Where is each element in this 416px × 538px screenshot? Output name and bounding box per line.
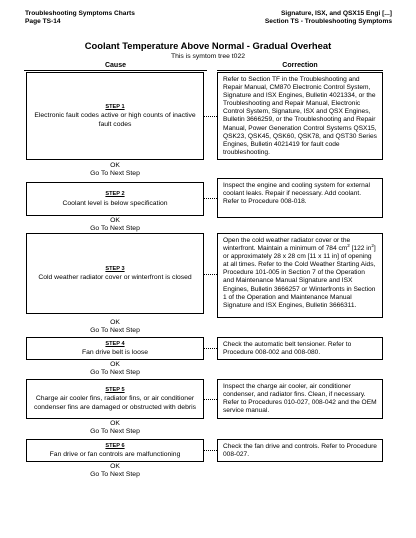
- manual-section-title: Troubleshooting Symptoms Charts: [25, 10, 135, 17]
- go-to-next-step: Go To Next Step: [90, 170, 140, 178]
- step-2-correction-text: Inspect the engine and cooling system for external coolant leaks. Repair if necessary. Add coolant. Refer to Procedure 008-018.: [223, 182, 370, 206]
- step-3-correction-text-b: [122 in: [349, 245, 372, 253]
- step-1-cause-text: Electronic fault codes active or high counts of inactive fault codes: [34, 112, 196, 128]
- step-3-label: STEP 3: [105, 265, 125, 272]
- step-6-correction-text: Check the fan drive and controls. Refer to Procedure 008-027.: [223, 443, 377, 459]
- ok-label: OK: [110, 463, 120, 470]
- step-3-connector: [204, 274, 217, 275]
- step-3-correction-box: [217, 233, 383, 318]
- step-1-correction-text: Refer to Section TF in the Troubleshooting and Repair Manual, CM870 Electronic Control System, Signature and ISX Engines, Bulletin 4021334, or the Troubleshooting and Repair Manual, Electronic Control System, Signature, ISX and QSX Engines, Bulletin 3666259, or the Troubleshooting and Repair Manual, Power Generation Control Systems QSX15, QSK23, QSK45, QSK60, QSK78, and QST30 Series Engines, Bulletin 4021419 for fault code troubleshooting.: [223, 76, 377, 156]
- step-5-cause-text: Charge air cooler fins, radiator fins, or air conditioner condenser fins are damaged or obstructed with debris: [33, 395, 197, 411]
- superscript-2: 2: [371, 242, 374, 248]
- column-header-correction: Correction: [217, 62, 383, 71]
- manual-title: Signature, ISX, and QSX15 Engi [...]: [280, 10, 392, 17]
- step-5-ok-next: [26, 420, 204, 437]
- step-6-cause-box: [26, 439, 204, 462]
- ok-label: OK: [110, 420, 120, 427]
- step-2-cause-text: Coolant level is below specification: [62, 199, 168, 207]
- step-5-cause-box: [26, 379, 204, 419]
- step-6-ok-next: [26, 463, 204, 480]
- step-3-correction-text-c: ] or approximately 28 x 28 cm [11 x 11 in] of opening at all times. Refer to the Cold Weather Starting Aids, Procedure 101-005 in Section 7 of the Operation and Maintenance Manual Signature and ISX Engines, Bulletin 3666257 or Winterfronts in Section 1 of the Operation and Maintenance Manual Signature and ISX Engines, Bulletin 3666311.: [223, 245, 376, 309]
- step-4-correction-text: Check the automatic belt tensioner. Refer to Procedure 008-002 and 008-080.: [223, 341, 352, 357]
- column-header-cause: Cause: [24, 62, 207, 71]
- step-5-connector: [204, 399, 217, 400]
- ok-label: OK: [110, 319, 120, 326]
- step-3-ok-next: [26, 319, 204, 336]
- go-to-next-step: Go To Next Step: [90, 225, 140, 233]
- ok-label: OK: [110, 162, 120, 169]
- step-2-correction-box: [217, 178, 383, 218]
- step-6-cause-text: Fan drive or fan controls are malfunctioning: [49, 451, 181, 458]
- step-6-label: STEP 6: [105, 442, 125, 449]
- page-subtitle: This is symtom tree t022: [170, 53, 246, 60]
- step-5-correction-box: [217, 379, 383, 419]
- step-2-label: STEP 2: [105, 191, 125, 198]
- ok-label: OK: [110, 361, 120, 368]
- step-4-correction-box: [217, 337, 383, 360]
- step-1-ok-next: [26, 162, 204, 179]
- step-3-cause-text: Cold weather radiator cover or winterfront is closed: [38, 274, 192, 281]
- section-name: Section TS - Troubleshooting Symptoms: [264, 18, 392, 25]
- step-6-correction-box: [217, 439, 383, 462]
- ok-label: OK: [110, 217, 120, 224]
- page-title: Coolant Temperature Above Normal - Gradual Overheat: [84, 40, 332, 51]
- step-2-cause-box: [26, 182, 204, 216]
- step-1-cause-box: [26, 72, 204, 160]
- go-to-next-step: Go To Next Step: [90, 428, 140, 436]
- go-to-next-step: Go To Next Step: [90, 471, 140, 479]
- page-header-left: [25, 10, 135, 26]
- page-number: Page TS-14: [25, 18, 61, 25]
- go-to-next-step: Go To Next Step: [90, 327, 140, 335]
- step-4-label: STEP 4: [105, 340, 125, 347]
- superscript-2: 2: [347, 242, 350, 248]
- step-3-correction-text-a: Open the cold weather radiator cover or the winterfront. Maintain a minimum of 784 cm: [223, 237, 351, 253]
- step-6-connector: [204, 450, 217, 451]
- step-2-ok-next: [26, 217, 204, 234]
- step-4-ok-next: [26, 361, 204, 378]
- step-4-cause-text: Fan drive belt is loose: [81, 349, 149, 356]
- step-2-connector: [204, 198, 217, 199]
- step-1-correction-box: [217, 72, 383, 160]
- step-1-connector: [204, 116, 217, 117]
- step-5-label: STEP 5: [105, 387, 125, 394]
- page-header-right: [265, 10, 392, 26]
- step-4-connector: [204, 348, 217, 349]
- step-4-cause-box: [26, 337, 204, 360]
- step-3-cause-box: [26, 233, 204, 314]
- go-to-next-step: Go To Next Step: [90, 369, 140, 377]
- step-1-label: STEP 1: [105, 104, 125, 111]
- step-5-correction-text: Inspect the charge air cooler, air conditioner condenser, and radiator fins. Clean, if necessary. Refer to Procedures 010-027, 008-042 and the OEM service manual.: [223, 383, 377, 415]
